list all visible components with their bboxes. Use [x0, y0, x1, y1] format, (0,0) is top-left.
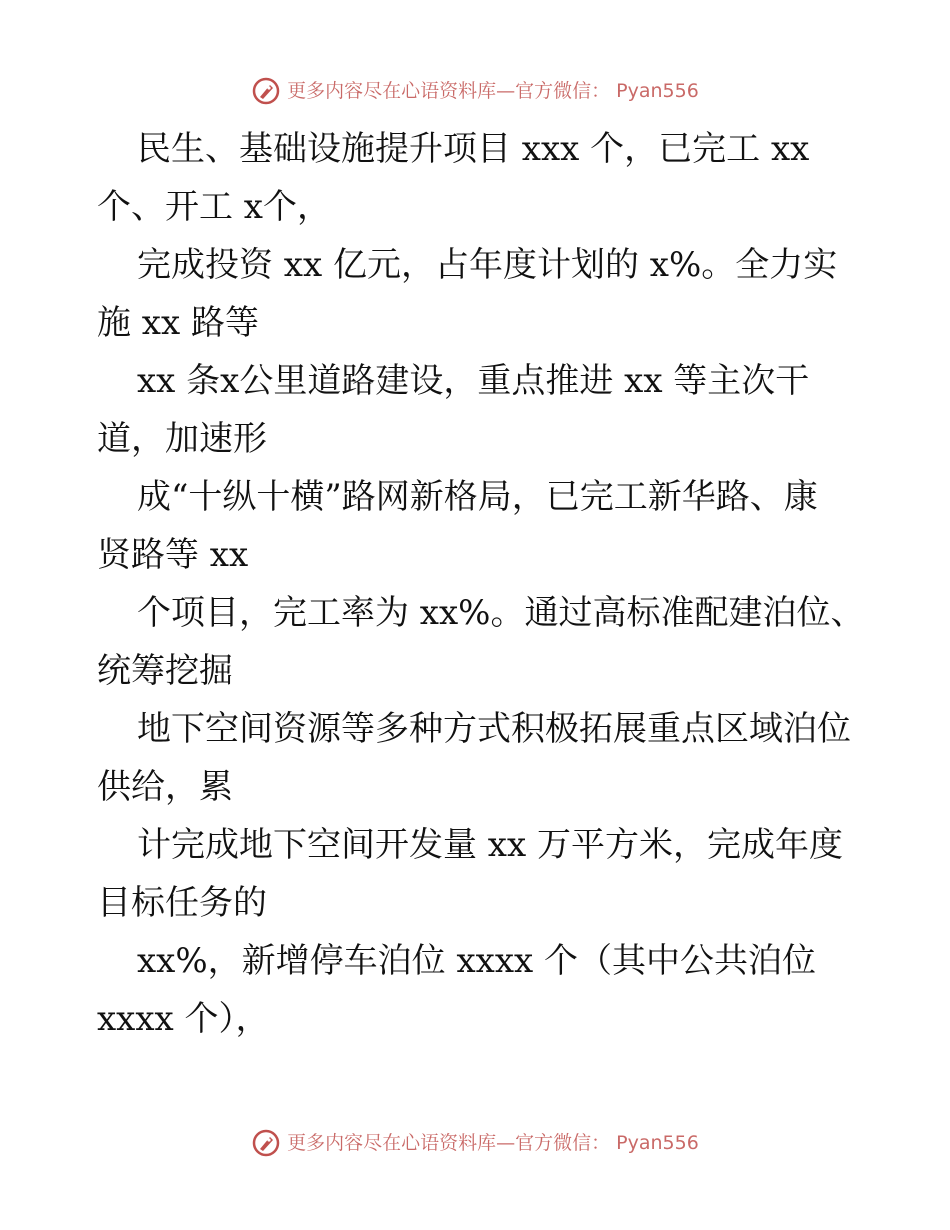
paragraph	[97, 700, 857, 816]
paragraph	[97, 120, 857, 236]
paragraph-line: 计完成地下空间开发量 xx 万平方米，完成年度	[137, 825, 843, 865]
paragraph-line: xx%，新增停车泊位 xxxx 个（其中公共泊位	[137, 941, 816, 981]
watermark-header	[0, 76, 950, 106]
paragraph-line: 成“十纵十横”路网新格局，已完工新华路、康	[137, 477, 818, 517]
paragraph-line: xxxx 个），	[97, 999, 270, 1039]
watermark-text: 更多内容尽在心语资料库—官方微信：	[287, 80, 611, 102]
pen-nib-circle-icon	[251, 1128, 281, 1158]
watermark-wechat-id: Pyan556	[616, 1132, 699, 1154]
paragraph-line: 目标任务的	[97, 883, 267, 923]
paragraph-line: 统筹挖掘	[97, 651, 233, 691]
paragraph-line: xx 条x公里道路建设，重点推进 xx 等主次干	[137, 361, 810, 401]
paragraph	[97, 468, 857, 584]
paragraph-line: 个项目，完工率为 xx%。通过高标准配建泊位、	[137, 593, 865, 633]
document-body	[97, 120, 865, 1048]
paragraph	[97, 584, 865, 700]
paragraph	[97, 932, 857, 1048]
watermark-footer	[0, 1128, 950, 1158]
paragraph	[97, 236, 857, 352]
paragraph	[97, 816, 857, 932]
paragraph-line: 完成投资 xx 亿元，占年度计划的 x%。全力实	[137, 245, 838, 285]
watermark-text: 更多内容尽在心语资料库—官方微信：	[287, 1132, 611, 1154]
watermark-wechat-id: Pyan556	[616, 80, 699, 102]
paragraph-line: 道，加速形	[97, 419, 267, 459]
paragraph-line: 供给，累	[97, 767, 233, 807]
paragraph	[97, 352, 857, 468]
paragraph-line: 个、开工 x个，	[97, 187, 331, 227]
paragraph-line: 贤路等 xx	[97, 535, 249, 575]
paragraph-line: 民生、基础设施提升项目 xxx 个，已完工 xx	[137, 129, 810, 169]
pen-nib-circle-icon	[251, 76, 281, 106]
paragraph-line: 施 xx 路等	[97, 303, 259, 343]
paragraph-line: 地下空间资源等多种方式积极拓展重点区域泊位	[137, 709, 851, 749]
